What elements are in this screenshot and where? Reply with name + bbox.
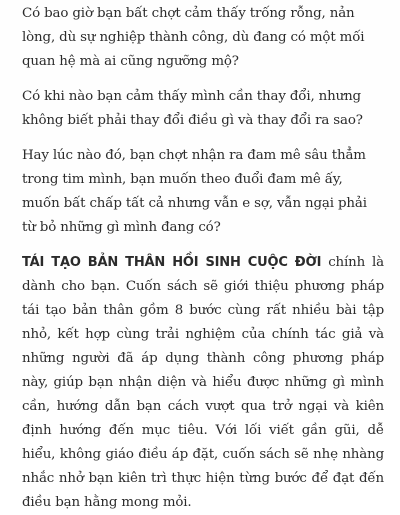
paragraph-1: Có bao giờ bạn bất chợt cảm thấy trống rỗng, nản lòng, dù sự nghiệp thành công, dù đang có một mối quan hệ mà ai cũng ngưỡng mộ? bbox=[22, 6, 365, 69]
paragraph-4 bbox=[22, 251, 384, 515]
paragraph-4-body: chính là dành cho bạn. Cuốn sách sẽ giới thiệu phương pháp tái tạo bản thân gồm 8 bước cùng rất nhiều bài tập nhỏ, kết hợp cùng trải nghiệm của chính tác giả và những người đã áp dụng thành công phương pháp này, giúp bạn nhận diện và hiểu được những gì mình cần, hướng dẫn bạn cách vượt qua trở ngại và kiên định hướng đến mục tiêu. Với lối viết gần gũi, dễ hiểu, không giáo điều áp đặt, cuốn sách sẽ nhẹ nhàng nhắc nhở bạn kiên trì thực hiện từng bước để đạt đến điều bạn hằng mong mỏi. bbox=[22, 255, 384, 510]
book-title: TÁI TẠO BẢN THÂN HỒI SINH CUỘC ĐỜI bbox=[22, 255, 322, 270]
paragraph-3: Hay lúc nào đó, bạn chợt nhận ra đam mê sâu thẳm trong tim mình, bạn muốn theo đuổi đam mê ấy, muốn bất chấp tất cả nhưng vẫn e sợ, vẫn ngại phải từ bỏ những gì mình đang có? bbox=[22, 148, 367, 235]
paragraph-2: Có khi nào bạn cảm thấy mình cần thay đổi, nhưng không biết phải thay đổi điều gì và thay đổi ra sao? bbox=[22, 89, 363, 128]
